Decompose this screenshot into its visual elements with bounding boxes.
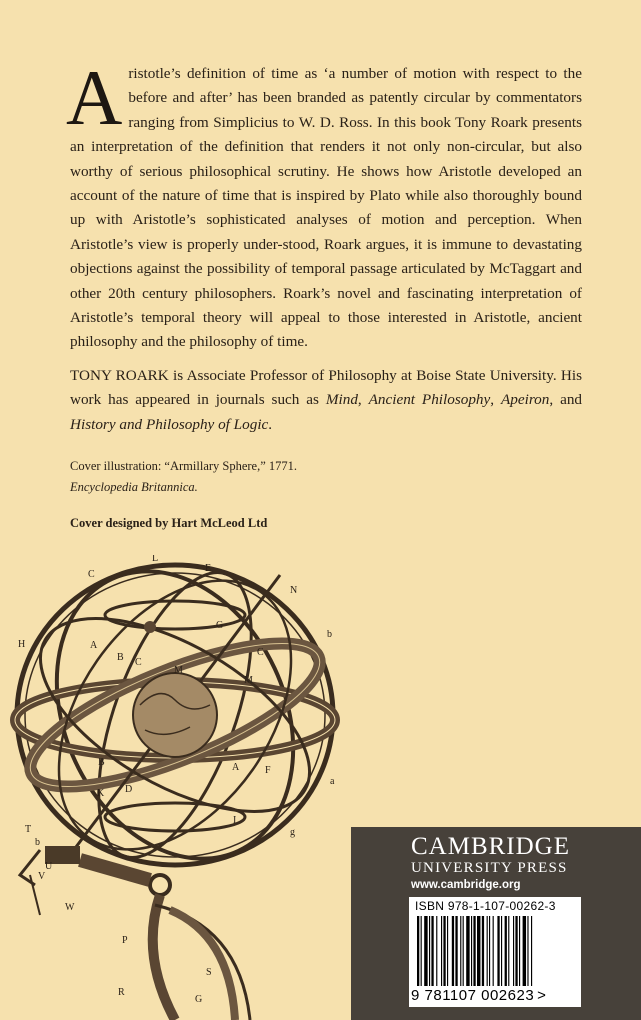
sphere-label: b xyxy=(327,629,332,640)
sphere-label: C xyxy=(257,647,264,658)
sphere-label: M xyxy=(174,665,183,676)
sphere-label: A xyxy=(90,640,98,651)
publisher-subtitle: UNIVERSITY PRESS xyxy=(411,860,568,876)
journal-ancient-philosophy: Ancient Philosophy xyxy=(368,391,491,409)
sphere-label: N xyxy=(290,585,298,596)
credit-line-1: Cover illustration: “Armillary Sphere,” 1771. xyxy=(70,459,298,473)
sep: , xyxy=(357,391,369,409)
sep: . xyxy=(268,415,273,433)
sphere-label: g xyxy=(290,827,295,838)
sphere-label: B xyxy=(117,652,124,663)
sphere-label: D xyxy=(125,784,133,795)
sphere-label: C xyxy=(135,657,142,668)
sphere-label: H xyxy=(18,639,26,650)
sphere-label: G xyxy=(216,620,224,631)
description-text: ristotle’s definition of time as ‘a number of motion with respect to the before and after’ has been branded as patently circular by commentators ranging from Simplicius to W. D. Ross. In this book Tony Roark presents an interpretation of the definition that renders it not only non-circular, but also worthy of serious philosophical scrutiny. He shows how Aristotle developed an account of the nature of time that is inspired by Plato while also thoroughly bound up with Aristotle’s sophisticated analyses of motion and perception. When Aristotle’s view is properly under-stood, Roark argues, it is immune to devastating objections against the possibility of temporal passage articulated by McTaggart and other 20th century philosophers. Roark’s novel and fascinating interpretation of Aristotle’s temporal theory will appeal to those interested in Aristotle, ancient philosophy and the philosophy of time. xyxy=(70,65,582,351)
journal-mind: Mind xyxy=(325,391,358,409)
sphere-label: b xyxy=(35,837,40,848)
drop-cap: A xyxy=(66,54,123,141)
sphere-label: P xyxy=(122,935,128,946)
isbn-barcode xyxy=(409,897,581,1007)
isbn-label: ISBN 978-1-107-00262-3 xyxy=(415,899,556,913)
sphere-label: A xyxy=(232,762,240,773)
author-bio xyxy=(70,364,582,437)
publisher-name: CAMBRIDGE xyxy=(411,833,571,860)
book-description xyxy=(66,54,582,355)
sphere-label: U xyxy=(45,861,53,872)
sphere-label: W xyxy=(65,902,75,913)
sep: , xyxy=(490,391,501,409)
sphere-label: B xyxy=(98,757,105,768)
sphere-label: C xyxy=(88,569,95,580)
cover-designer-credit: Cover designed by Hart McLeod Ltd xyxy=(70,516,268,530)
armillary-sphere-illustration xyxy=(0,555,360,1020)
publisher-url[interactable]: www.cambridge.org xyxy=(411,879,521,891)
journal-history-philosophy-logic: History and Philosophy of Logic xyxy=(70,415,269,433)
cover-illustration-credit xyxy=(70,456,470,498)
sphere-label: K xyxy=(97,788,105,799)
sep: , and xyxy=(549,391,583,409)
sphere-label: M xyxy=(244,675,253,686)
sphere-label: T xyxy=(25,824,32,835)
barcode-digits: 9 781107 002623 > xyxy=(411,987,547,1004)
sphere-label: R xyxy=(118,987,125,998)
sphere-label: S xyxy=(206,967,212,978)
publisher-panel xyxy=(351,827,641,1020)
journal-apeiron: Apeiron xyxy=(501,391,550,409)
barcode-bars xyxy=(415,916,575,988)
sphere-label: F xyxy=(265,765,271,776)
sphere-label: I xyxy=(233,815,237,826)
sphere-label: V xyxy=(38,871,46,882)
sphere-label: a xyxy=(330,776,335,787)
sphere-label: L xyxy=(152,555,159,564)
sphere-label: E xyxy=(205,563,212,574)
author-bio-text: TONY ROARK is Associate Professor of Philosophy at Boise State University. His work has appeared in journals such as xyxy=(70,367,582,409)
sphere-label: G xyxy=(195,994,203,1005)
credit-line-2: Encyclopedia Britannica. xyxy=(70,480,198,494)
